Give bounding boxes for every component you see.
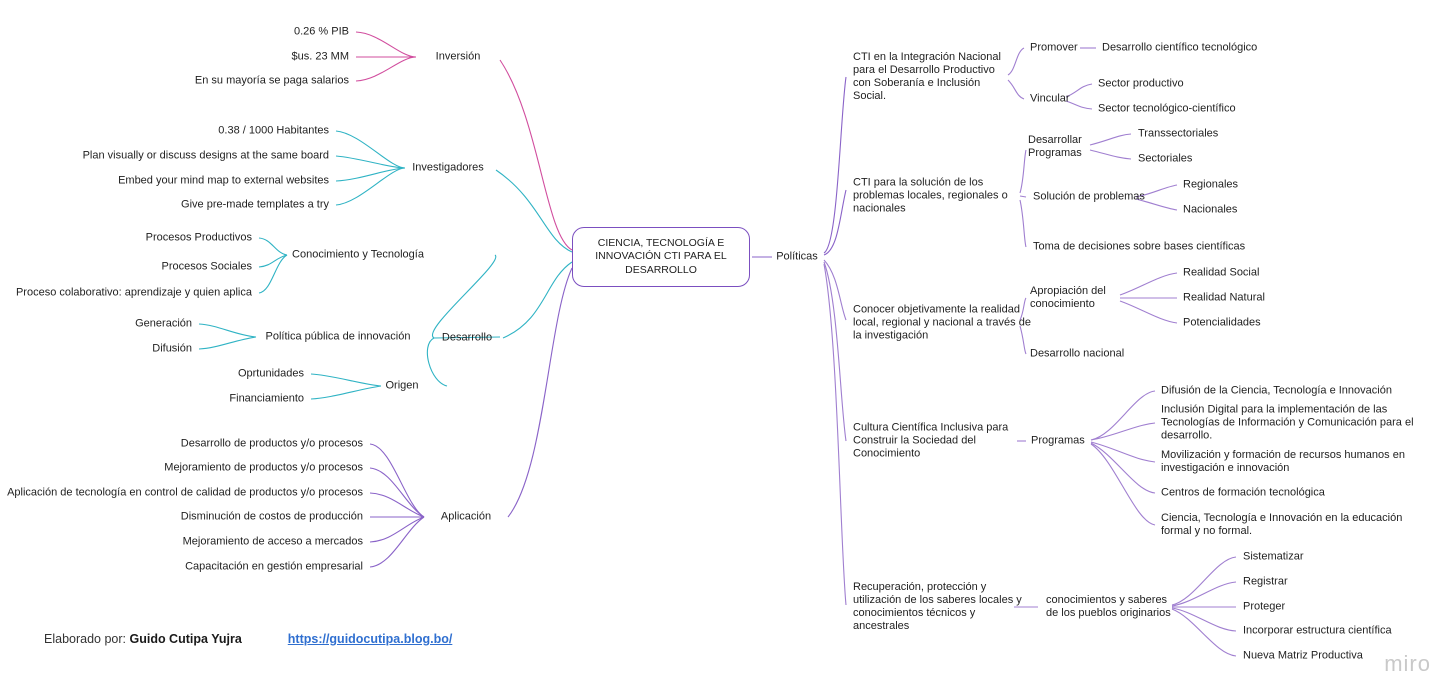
leaf-programas-5[interactable] — [1161, 512, 1431, 538]
leaf-sistematizar[interactable] — [1243, 551, 1304, 564]
branch-label: Solución de problemas — [1033, 190, 1145, 203]
leaf-label: Registrar — [1243, 575, 1288, 588]
branch-cti-integracion-nacional[interactable] — [853, 51, 1003, 103]
branch-cti-solucion-problemas[interactable] — [853, 177, 1018, 216]
leaf-sectoriales[interactable] — [1138, 153, 1192, 166]
subbranch-solucion-de-problemas[interactable] — [1033, 191, 1145, 204]
leaf-label: Sector tecnológico-científico — [1098, 102, 1236, 115]
subbranch-promover[interactable] — [1030, 42, 1078, 55]
leaf-realidad-natural[interactable] — [1183, 292, 1265, 305]
leaf-label: $us. 23 MM — [291, 50, 349, 63]
footer-link[interactable]: https://guidocutipa.blog.bo/ — [287, 632, 453, 646]
leaf-conocimiento-1[interactable] — [146, 232, 252, 245]
leaf-toma-de-decisiones[interactable] — [1033, 241, 1245, 254]
footer-author: Guido Cutipa Yujra — [129, 632, 242, 646]
leaf-programas-3[interactable] — [1161, 449, 1431, 475]
leaf-label: Generación — [135, 317, 192, 330]
leaf-label: Centros de formación tecnológica — [1161, 486, 1325, 499]
central-topic[interactable] — [572, 227, 750, 287]
leaf-label: Realidad Natural — [1183, 291, 1265, 304]
leaf-sector-productivo[interactable] — [1098, 78, 1184, 91]
branch-label: Recuperación, protección y utilización de los saberes locales y conocimientos técnicos y ancestrales — [853, 581, 1022, 632]
branch-label: Desarrollo — [441, 331, 493, 344]
central-topic-label: CIENCIA, TECNOLOGÍA E INNOVACIÓN CTI PARA EL DESARROLLO — [595, 236, 727, 276]
leaf-incorporar-estructura-cientifica[interactable] — [1243, 625, 1392, 638]
leaf-label: Proceso colaborativo: aprendizaje y quien aplica — [15, 286, 252, 299]
leaf-programas-4[interactable] — [1161, 487, 1431, 500]
leaf-nacionales[interactable] — [1183, 204, 1237, 217]
leaf-aplicacion-6[interactable] — [185, 561, 363, 574]
leaf-label: Capacitación en gestión empresarial — [185, 560, 363, 573]
miro-watermark: miro — [1384, 651, 1431, 676]
footer-prefix: Elaborado por: — [44, 632, 130, 646]
subbranch-vincular[interactable] — [1030, 93, 1070, 106]
leaf-realidad-social[interactable] — [1183, 267, 1259, 280]
leaf-proteger[interactable] — [1243, 601, 1285, 614]
leaf-origen-1[interactable] — [238, 368, 304, 381]
branch-cultura-cientifica[interactable] — [853, 422, 1023, 461]
leaf-label: Disminución de costos de producción — [180, 510, 363, 523]
leaf-label: Plan visually or discuss designs at the same board — [82, 149, 329, 162]
leaf-label: Embed your mind map to external websites — [118, 174, 329, 187]
branch-label: conocimientos y saberes de los pueblos originarios — [1046, 594, 1171, 619]
leaf-label: Mejoramiento de acceso a mercados — [182, 535, 363, 548]
branch-conocer-realidad[interactable] — [853, 304, 1033, 343]
leaf-label: Nacionales — [1183, 203, 1238, 216]
leaf-label: Proteger — [1243, 600, 1286, 613]
leaf-label: Difusión de la Ciencia, Tecnología e Innovación — [1161, 384, 1392, 397]
branch-label: CTI en la Integración Nacional para el Desarrollo Productivo con Soberanía e Inclusión Social. — [853, 51, 1001, 102]
leaf-investigadores-3[interactable] — [118, 175, 329, 188]
leaf-label: Realidad Social — [1183, 266, 1260, 279]
leaf-inversion-1[interactable] — [294, 26, 349, 39]
leaf-label: Desarrollo científico tecnológico — [1102, 41, 1258, 54]
leaf-label: 0.26 % PIB — [293, 25, 349, 38]
leaf-politica-2[interactable] — [152, 343, 192, 356]
branch-inversion[interactable] — [436, 51, 481, 64]
leaf-label: Nueva Matriz Productiva — [1243, 649, 1363, 662]
leaf-aplicacion-1[interactable] — [181, 438, 363, 451]
leaf-inversion-2[interactable] — [292, 51, 349, 64]
leaf-label: Transsectoriales — [1138, 127, 1219, 140]
branch-label: Origen — [385, 379, 419, 392]
leaf-origen-2[interactable] — [229, 393, 304, 406]
leaf-label: Desarrollo de productos y/o procesos — [180, 437, 363, 450]
footer-credit — [44, 632, 452, 646]
branch-label: Promover — [1030, 41, 1078, 54]
leaf-programas-2[interactable] — [1161, 404, 1431, 443]
leaf-label: Mejoramiento de productos y/o procesos — [164, 461, 363, 474]
branch-label: Políticas — [776, 250, 818, 263]
leaf-label: Sector productivo — [1098, 77, 1184, 90]
subbranch-apropiacion-conocimiento[interactable] — [1030, 285, 1122, 311]
branch-label: Inversión — [435, 50, 481, 63]
branch-politicas[interactable] — [776, 251, 818, 264]
leaf-desarrollo-cientifico-tecnologico[interactable] — [1102, 42, 1257, 55]
branch-label: Investigadores — [412, 161, 484, 174]
leaf-label: Desarrollo nacional — [1030, 347, 1125, 360]
branch-label: CTI para la solución de los problemas locales, regionales o nacionales — [853, 176, 1008, 215]
branch-recuperacion-saberes[interactable] — [853, 581, 1033, 633]
leaf-desarrollo-nacional[interactable] — [1030, 348, 1124, 361]
leaf-investigadores-1[interactable] — [218, 125, 329, 138]
leaf-conocimiento-3[interactable] — [16, 287, 252, 300]
leaf-aplicacion-2[interactable] — [164, 462, 363, 475]
subbranch-desarrollar-programas[interactable] — [1028, 134, 1098, 160]
leaf-label: Regionales — [1183, 178, 1239, 191]
leaf-aplicacion-5[interactable] — [183, 536, 363, 549]
leaf-programas-1[interactable] — [1161, 385, 1431, 398]
subbranch-programas[interactable] — [1031, 435, 1085, 448]
branch-label: Programas — [1031, 434, 1085, 447]
branch-label: Aplicación — [440, 510, 492, 523]
leaf-label: Procesos Productivos — [145, 231, 252, 244]
branch-investigadores[interactable] — [412, 162, 484, 175]
leaf-inversion-3[interactable] — [195, 75, 349, 88]
leaf-potencialidades[interactable] — [1183, 317, 1261, 330]
subbranch-origen[interactable] — [385, 380, 418, 393]
branch-aplicacion[interactable] — [441, 511, 491, 524]
leaf-label: Aplicación de tecnología en control de calidad de productos y/o procesos — [7, 486, 363, 499]
subbranch-conocimiento-tecnologia[interactable] — [292, 249, 424, 262]
leaf-label: Movilización y formación de recursos humanos en investigación e innovación — [1161, 449, 1405, 474]
leaf-investigadores-4[interactable] — [181, 199, 329, 212]
leaf-politica-1[interactable] — [135, 318, 192, 331]
subbranch-conocimientos-saberes[interactable] — [1046, 594, 1176, 620]
leaf-registrar[interactable] — [1243, 576, 1288, 589]
leaf-label: En su mayoría se paga salarios — [194, 74, 349, 87]
branch-label: Conocer objetivamente la realidad local, regional y nacional a través de la investigación — [853, 303, 1031, 342]
leaf-label: Oprtunidades — [237, 367, 304, 380]
leaf-label: 0.38 / 1000 Habitantes — [218, 124, 329, 137]
leaf-aplicacion-4[interactable] — [181, 511, 363, 524]
leaf-label: Toma de decisiones sobre bases científicas — [1033, 240, 1246, 253]
leaf-conocimiento-2[interactable] — [162, 261, 253, 274]
branch-label: Política pública de innovación — [265, 330, 411, 343]
leaf-label: Ciencia, Tecnología e Innovación en la educación formal y no formal. — [1161, 512, 1403, 537]
leaf-label: Sistematizar — [1243, 550, 1304, 563]
leaf-label: Incorporar estructura científica — [1243, 624, 1392, 637]
leaf-aplicacion-3[interactable] — [7, 487, 363, 500]
leaf-label: Give pre-made templates a try — [181, 198, 329, 211]
leaf-regionales[interactable] — [1183, 179, 1238, 192]
branch-desarrollo[interactable] — [442, 332, 492, 345]
leaf-transsectoriales[interactable] — [1138, 128, 1218, 141]
leaf-label: Difusión — [152, 342, 192, 355]
leaf-label: Inclusión Digital para la implementación de las Tecnologías de Información y Comunicación para el desarrollo. — [1161, 403, 1414, 442]
leaf-label: Potencialidades — [1183, 316, 1261, 329]
leaf-nueva-matriz-productiva[interactable] — [1243, 650, 1363, 663]
leaf-label: Sectoriales — [1138, 152, 1193, 165]
subbranch-politica-publica[interactable] — [266, 331, 411, 344]
branch-label: Apropiación del conocimiento — [1030, 285, 1106, 310]
leaf-label: Financiamiento — [229, 392, 304, 405]
leaf-label: Procesos Sociales — [161, 260, 252, 273]
branch-label: Desarrollar Programas — [1028, 134, 1082, 159]
leaf-investigadores-2[interactable] — [83, 150, 329, 163]
branch-label: Conocimiento y Tecnología — [292, 248, 424, 261]
branch-label: Cultura Científica Inclusiva para Construir la Sociedad del Conocimiento — [853, 421, 1009, 460]
leaf-sector-tecnologico-cientifico[interactable] — [1098, 103, 1236, 116]
branch-label: Vincular — [1030, 92, 1070, 105]
